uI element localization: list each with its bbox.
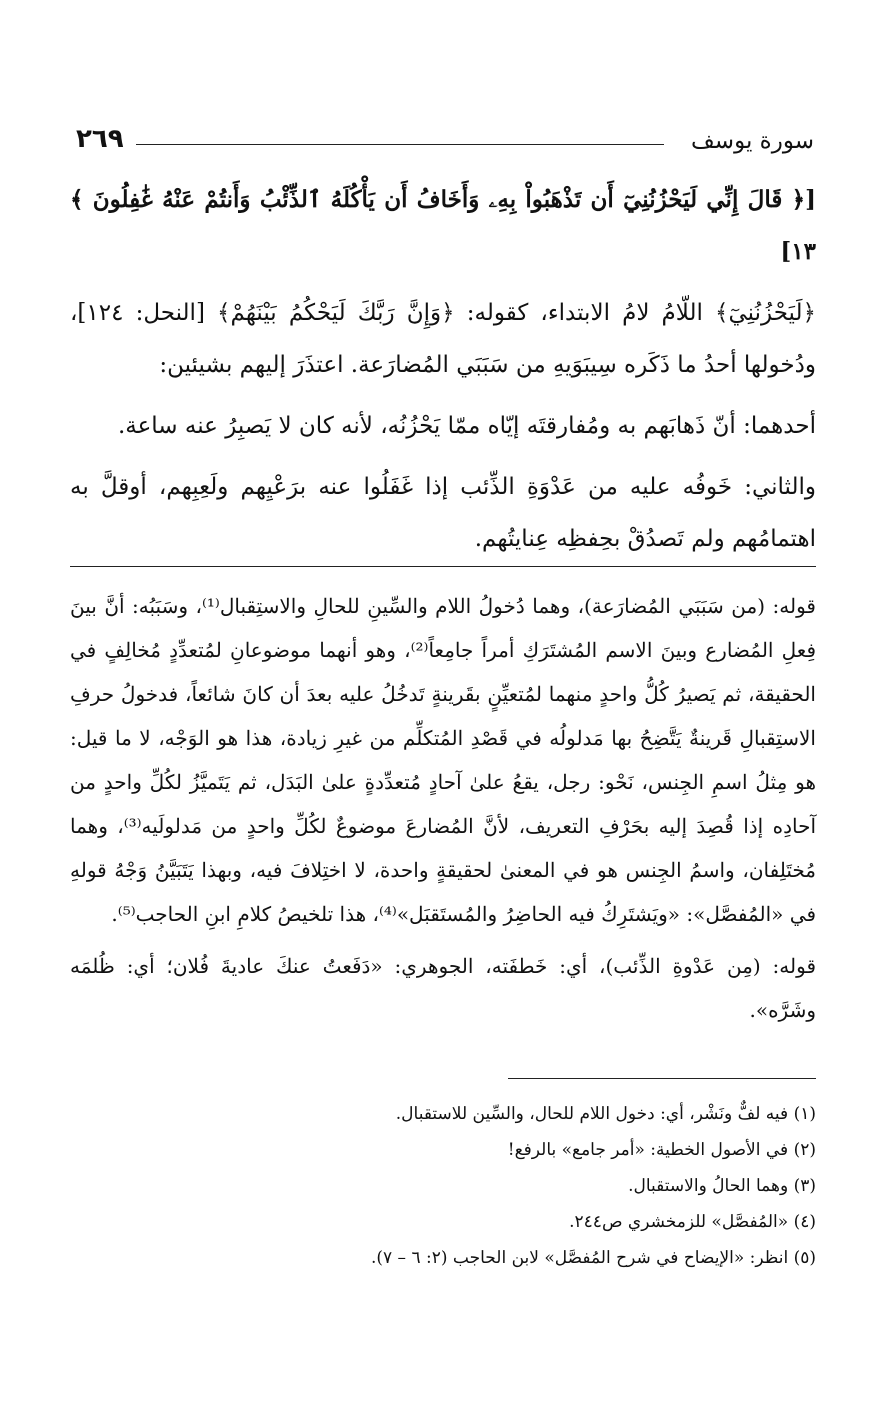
page-number: ٢٦٩ — [76, 124, 124, 154]
main-text — [70, 174, 816, 574]
main-paragraph-2: أحدهما: أنّ ذَهابَهم به ومُفارقتَه إيّاه ممّا يَحْزُنُه، لأنه كان لا يَصبِرُ عنه ساعة. — [117, 413, 816, 439]
footnote: (٤) «المُفصَّل» للزمخشري ص٢٤٤. — [569, 1212, 816, 1232]
main-paragraph-1: ﴿لَيَحْزُنُنِيٓ﴾ اللّامُ لامُ الابتداء، كقوله: ﴿وَإِنَّ رَبَّكَ لَيَحْكُمُ بَيْنَهُمْ﴾ [النحل: ١٢٤]، ودُخولها أحدُ ما ذَكَره سِيبَوَيهِ من سَبَبَي المُضارَعة. اعتذَرَ إليهم بشيئين: — [70, 300, 816, 378]
footnote: (٢) في الأصول الخطية: «أمر جامع» بالرفع! — [507, 1140, 816, 1160]
commentary-divider — [70, 566, 816, 567]
surah-title: سورة يوسف — [691, 128, 814, 154]
footnotes — [70, 1096, 816, 1276]
commentary-paragraph-2: قوله: (مِن عَدْوةِ الذِّئب)، أي: خَطفَته، الجوهري: «دَفَعتُ عنكَ عاديةَ فُلان؛ أي: ظُلمَه وشَرَّه». — [70, 954, 816, 1022]
header-rule — [136, 144, 664, 145]
page-header — [76, 122, 814, 162]
quran-verse: [﴿ قَالَ إِنِّي لَيَحْزُنُنِيٓ أَن تَذْهَبُواْ بِهِۦ وَأَخَافُ أَن يَأْكُلَهُ ٱلذِّئْبُ وَأَنتُمْ عَنْهُ غَٰفِلُونَ ﴾ ١٣] — [70, 186, 816, 265]
footnote: (١) فيه لفٌّ ونَشْر، أي: دخول اللام للحال، والسِّين للاستقبال. — [395, 1104, 816, 1124]
footnote: (٣) وهما الحالُ والاستقبال. — [628, 1176, 816, 1196]
footnote-divider — [508, 1078, 816, 1079]
commentary-text — [70, 584, 816, 1040]
main-paragraph-3: والثاني: خَوفُه عليه من عَدْوَةِ الذِّئب إذا غَفَلُوا عنه برَعْيِهم ولَعِبِهم، أوقلَّ به اهتمامُهم ولم تَصدُقْ بحِفظِه عِنايتُهم. — [70, 474, 816, 552]
commentary-paragraph-1: قوله: (من سَبَبَي المُضارَعة)، وهما دُخولُ اللام والسِّينِ للحالِ والاستِقبال⁽¹⁾، وسَبَبُه: أنَّ بينَ فِعلِ المُضارع وبينَ الاسم المُشتَرَكِ أمراً جامِعاً⁽²⁾، وهو أنهما موضوعانِ لمُتعدِّدٍ مُخالِفٍ في الحقيقة، ثم يَصيرُ كُلُّ واحدٍ منهما لمُتعيِّنٍ بقَرينةٍ تَدخُلُ عليه بعدَ أن كانَ شائعاً، فدخولُ حرفِ الاستِقبالِ قَرينةٌ يَتَّضِحُ بها مَدلولُه في قَصْدِ المُتكلِّم من غيرِ زيادة، هذا هو الوَجْه، لا ما قيل: هو مِثلُ اسمِ الجِنس، نَحْو: رجل، يقعُ علىٰ آحادٍ مُتعدِّدةٍ علىٰ البَدَل، ثم يَتَميَّزُ لكُلِّ واحدٍ من آحادِه إذا قُصِدَ إليه بحَرْفِ التعريف، لأنَّ المُضارعَ موضوعٌ لكُلِّ واحدٍ من مَدلولَيه⁽³⁾، وهما مُختَلِفان، واسمُ الجِنس هو في المعنىٰ لحقيقةٍ واحدة، لا اختِلافَ فيه، وبهذا يَتَبَيَّنُ وَجْهُ قولهِ في «المُفصَّل»: «ويَشتَرِكُ فيه الحاضِرُ والمُستَقبَل»⁽⁴⁾، هذا تلخيصُ كلامِ ابنِ الحاجب⁽⁵⁾. — [70, 594, 816, 926]
footnote: (٥) انظر: «الإيضاح في شرح المُفصَّل» لابن الحاجب (٢: ٦ – ٧). — [370, 1248, 816, 1268]
